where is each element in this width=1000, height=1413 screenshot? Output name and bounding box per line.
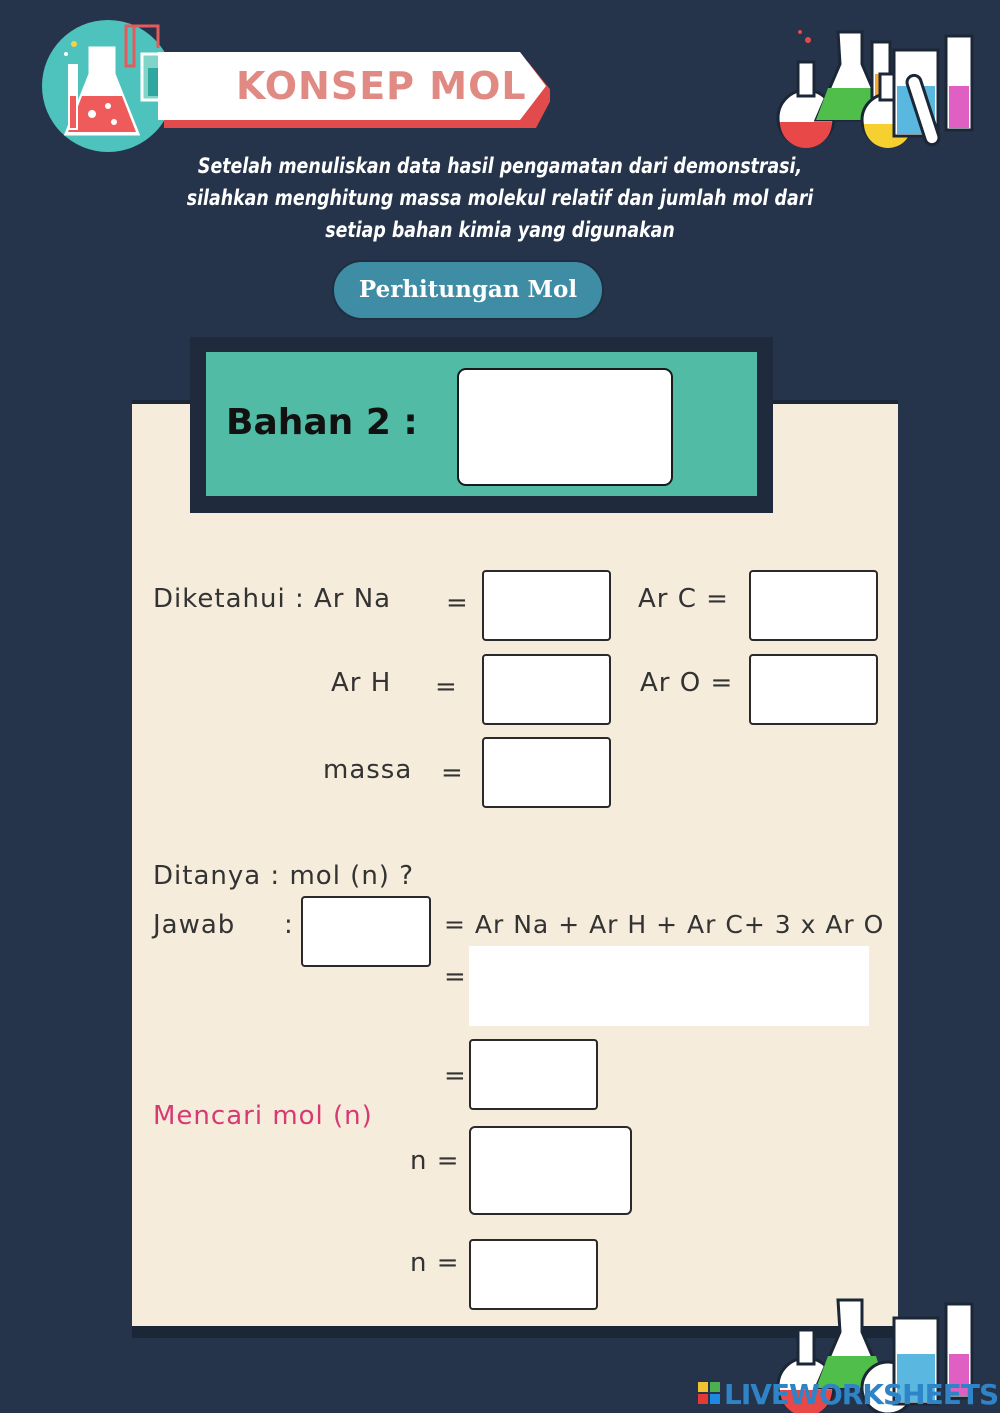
substitution-equals: = bbox=[444, 962, 467, 992]
liveworksheets-logo-icon bbox=[698, 1382, 720, 1404]
mr-result-input[interactable] bbox=[469, 1039, 598, 1110]
section-pill: Perhitungan Mol bbox=[332, 260, 604, 320]
ar-na-equals: = bbox=[446, 588, 469, 618]
mr-formula: = Ar Na + Ar H + Ar C+ 3 x Ar O bbox=[444, 910, 885, 939]
lab-glassware-icon bbox=[776, 24, 982, 148]
jawab-label: Jawab bbox=[153, 910, 236, 940]
ar-o-label: Ar O = bbox=[640, 668, 734, 698]
bahan-label: Bahan 2 : bbox=[226, 402, 418, 443]
massa-equals: = bbox=[441, 758, 464, 788]
mr-result-equals: = bbox=[444, 1061, 467, 1091]
n-formula-label: n = bbox=[410, 1146, 460, 1176]
n-result-input[interactable] bbox=[469, 1239, 598, 1310]
ar-h-equals: = bbox=[435, 672, 458, 702]
ar-na-input[interactable] bbox=[482, 570, 611, 641]
page-title: KONSEP MOL bbox=[236, 64, 527, 108]
n-formula-input[interactable] bbox=[469, 1126, 632, 1215]
massa-input[interactable] bbox=[482, 737, 611, 808]
massa-label: massa bbox=[323, 755, 413, 785]
substitution-input[interactable] bbox=[469, 946, 869, 1026]
jawab-colon: : bbox=[284, 910, 294, 940]
ar-c-label: Ar C = bbox=[638, 584, 729, 614]
instruction-text bbox=[169, 150, 831, 246]
ar-h-label: Ar H bbox=[331, 668, 392, 698]
instruction-line-2: silahkan menghitung massa molekul relatif dan jumlah mol dari bbox=[186, 186, 814, 210]
bahan-input[interactable] bbox=[457, 368, 673, 486]
mencari-mol-label: Mencari mol (n) bbox=[153, 1101, 373, 1131]
ar-o-input[interactable] bbox=[749, 654, 878, 725]
ditanya-label: Ditanya : mol (n) ? bbox=[153, 861, 415, 891]
mr-compound-input[interactable] bbox=[301, 896, 431, 967]
watermark: LIVEWORKSHEETS bbox=[724, 1378, 999, 1411]
ar-h-input[interactable] bbox=[482, 654, 611, 725]
instruction-line-1: Setelah menuliskan data hasil pengamatan dari demonstrasi, bbox=[197, 154, 803, 178]
ar-c-input[interactable] bbox=[749, 570, 878, 641]
n-result-label: n = bbox=[410, 1248, 460, 1278]
instruction-line-3: setiap bahan kimia yang digunakan bbox=[325, 218, 675, 242]
diketahui-label: Diketahui : Ar Na bbox=[153, 584, 392, 614]
